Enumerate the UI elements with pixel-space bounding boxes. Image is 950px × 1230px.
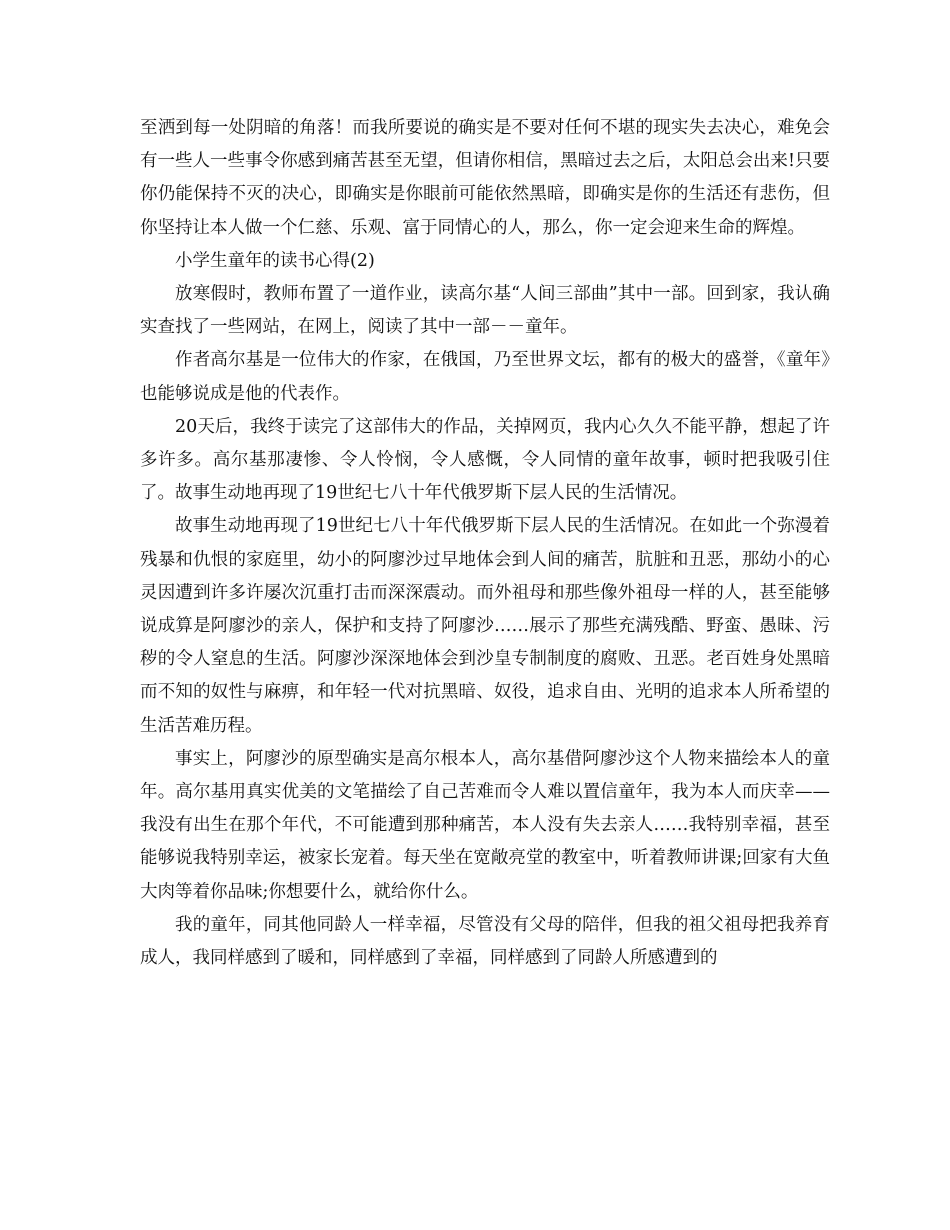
paragraph-2: 放寒假时，教师布置了一道作业，读高尔基“人间三部曲”其中一部。回到家，我认确实查找了一些网站，在网上，阅读了其中一部－－童年。: [140, 284, 830, 338]
paragraph-1: 至洒到每一处阴暗的角落！而我所要说的确实是不要对任何不堪的现实失去决心，难免会有一些人一些事令你感到痛苦甚至无望，但请你相信，黑暗过去之后，太阳总会出来!只要你仍能保持不灭的决心，即确实是你眼前可能依然黑暗，即确实是你的生活还有悲伤，但你坚持让本人做一个仁慈、乐观、富于同情心的人，那么，你一定会迎来生命的辉煌。: [140, 118, 830, 238]
document-body: [140, 112, 830, 975]
paragraph-7: 我的童年，同其他同龄人一样幸福，尽管没有父母的陪伴，但我的祖父祖母把我养育成人，我同样感到了暖和，同样感到了幸福，同样感到了同龄人所感遭到的: [140, 914, 830, 969]
paragraph-4: 20天后，我终于读完了这部伟大的作品，关掉网页，我内心久久不能平静，想起了许多许多。高尔基那凄惨、令人怜悯，令人感慨，令人同情的童年故事，顿时把我吸引住了。故事生动地再现了19世纪七八十年代俄罗斯下层人民的生活情况。: [140, 416, 830, 504]
section-heading: 小学生童年的读书心得(2): [175, 250, 375, 271]
paragraph-3: 作者高尔基是一位伟大的作家，在俄国，乃至世界文坛，都有的极大的盛誉，《童年》也能够说成是他的代表作。: [140, 350, 830, 404]
paragraph-6: 事实上，阿廖沙的原型确实是高尔根本人，高尔基借阿廖沙这个人物来描绘本人的童年。高尔基用真实优美的文笔描绘了自己苦难而令人难以置信童年，我为本人而庆幸——我没有出生在那个年代，不可能遭到那种痛苦，本人没有失去亲人……我特别幸福，甚至能够说我特别幸运，被家长宠着。每天坐在宽敞亮堂的教室中，听着教师讲课;回家有大鱼大肉等着你品味;你想要什么，就给你什么。: [140, 748, 830, 902]
paragraph-5: 故事生动地再现了19世纪七八十年代俄罗斯下层人民的生活情况。在如此一个弥漫着残暴和仇恨的家庭里，幼小的阿廖沙过早地体会到人间的痛苦，肮脏和丑恶，那幼小的心灵因遭到许多许屡次沉重打击而深深震动。而外祖母和那些像外祖母一样的人，甚至能够说成算是阿廖沙的亲人，保护和支持了阿廖沙……展示了那些充满残酷、野蛮、愚昧、污秽的令人窒息的生活。阿廖沙深深地体会到沙皇专制制度的腐败、丑恶。老百姓身处黑暗而不知的奴性与麻痹，和年轻一代对抗黑暗、奴役，追求自由、光明的追求本人所希望的生活苦难历程。: [140, 516, 830, 736]
